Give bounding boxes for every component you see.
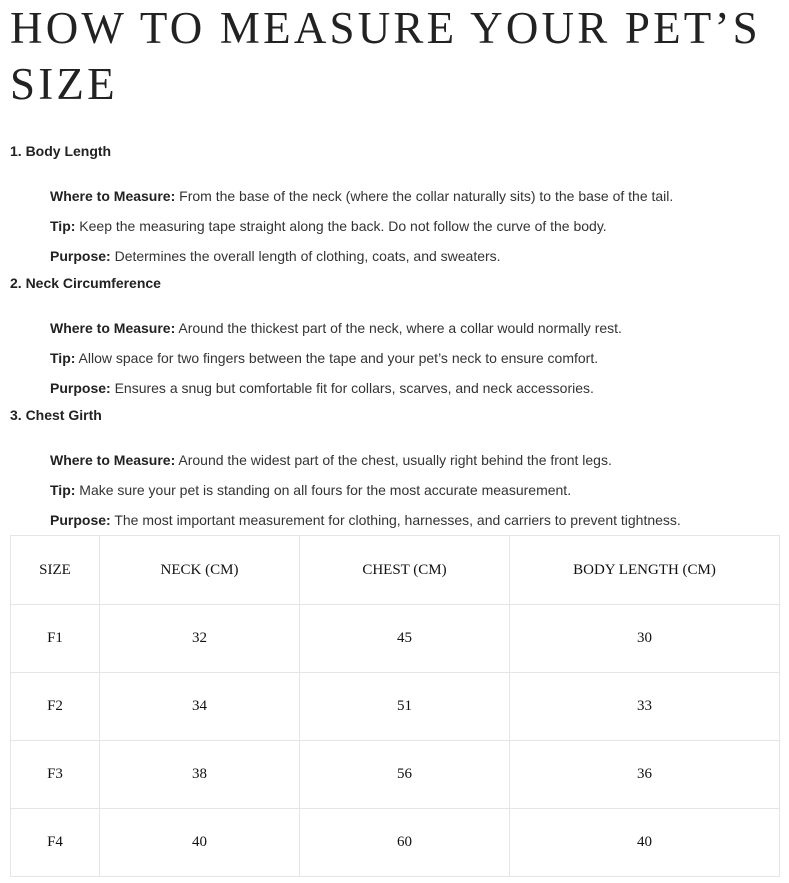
item-text: The most important measurement for clothing, harnesses, and carriers to prevent tightness. bbox=[110, 512, 681, 528]
item-label: Tip: bbox=[50, 482, 76, 498]
cell-body-length: 30 bbox=[510, 605, 780, 673]
tip-item bbox=[50, 211, 673, 241]
size-chart-table bbox=[10, 535, 780, 877]
where-to-measure-item bbox=[50, 313, 622, 343]
item-label: Purpose: bbox=[50, 380, 111, 396]
table-row bbox=[11, 741, 780, 809]
section-heading: 2. Neck Circumference bbox=[10, 275, 161, 291]
cell-chest: 56 bbox=[300, 741, 510, 809]
item-label: Where to Measure: bbox=[50, 320, 176, 336]
table-row bbox=[11, 673, 780, 741]
header-size: SIZE bbox=[11, 536, 100, 605]
header-body-length: BODY LENGTH (CM) bbox=[510, 536, 780, 605]
section-items bbox=[10, 313, 622, 403]
cell-size: F1 bbox=[11, 605, 100, 673]
section-heading: 3. Chest Girth bbox=[10, 407, 102, 423]
cell-body-length: 40 bbox=[510, 809, 780, 877]
section-chest-girth bbox=[10, 403, 681, 535]
cell-body-length: 36 bbox=[510, 741, 780, 809]
section-items bbox=[10, 181, 673, 271]
table-header-row bbox=[11, 536, 780, 605]
cell-neck: 38 bbox=[100, 741, 300, 809]
item-label: Where to Measure: bbox=[50, 188, 176, 204]
cell-chest: 51 bbox=[300, 673, 510, 741]
table-row bbox=[11, 605, 780, 673]
item-text: Around the thickest part of the neck, where a collar would normally rest. bbox=[175, 320, 622, 336]
cell-neck: 32 bbox=[100, 605, 300, 673]
purpose-item bbox=[50, 241, 673, 271]
item-label: Tip: bbox=[50, 218, 76, 234]
cell-chest: 45 bbox=[300, 605, 510, 673]
size-guide-page bbox=[10, 0, 780, 850]
item-text: Around the widest part of the chest, usually right behind the front legs. bbox=[175, 452, 612, 468]
purpose-item bbox=[50, 373, 622, 403]
item-text: Keep the measuring tape straight along the back. Do not follow the curve of the body. bbox=[75, 218, 607, 234]
section-neck-circumference bbox=[10, 271, 622, 403]
section-heading: 1. Body Length bbox=[10, 143, 112, 159]
tip-item bbox=[50, 343, 622, 373]
cell-body-length: 33 bbox=[510, 673, 780, 741]
item-text: Determines the overall length of clothing, coats, and sweaters. bbox=[110, 248, 501, 264]
item-label: Where to Measure: bbox=[50, 452, 176, 468]
where-to-measure-item bbox=[50, 181, 673, 211]
item-label: Purpose: bbox=[50, 248, 111, 264]
cell-size: F4 bbox=[11, 809, 100, 877]
where-to-measure-item bbox=[50, 445, 681, 475]
section-items bbox=[10, 445, 681, 535]
item-label: Tip: bbox=[50, 350, 76, 366]
item-text: Allow space for two fingers between the tape and your pet’s neck to ensure comfort. bbox=[75, 350, 599, 366]
item-text: Ensures a snug but comfortable fit for collars, scarves, and neck accessories. bbox=[110, 380, 594, 396]
page-title: HOW TO MEASURE YOUR PET’S SIZE bbox=[10, 3, 761, 109]
cell-chest: 60 bbox=[300, 809, 510, 877]
cell-size: F2 bbox=[11, 673, 100, 741]
item-text: Make sure your pet is standing on all fours for the most accurate measurement. bbox=[75, 482, 572, 498]
item-label: Purpose: bbox=[50, 512, 111, 528]
purpose-item bbox=[50, 505, 681, 535]
table-row bbox=[11, 809, 780, 877]
header-neck: NECK (CM) bbox=[100, 536, 300, 605]
cell-neck: 40 bbox=[100, 809, 300, 877]
item-text: From the base of the neck (where the collar naturally sits) to the base of the tail. bbox=[175, 188, 674, 204]
cell-size: F3 bbox=[11, 741, 100, 809]
tip-item bbox=[50, 475, 681, 505]
cell-neck: 34 bbox=[100, 673, 300, 741]
header-chest: CHEST (CM) bbox=[300, 536, 510, 605]
section-body-length bbox=[10, 139, 673, 271]
